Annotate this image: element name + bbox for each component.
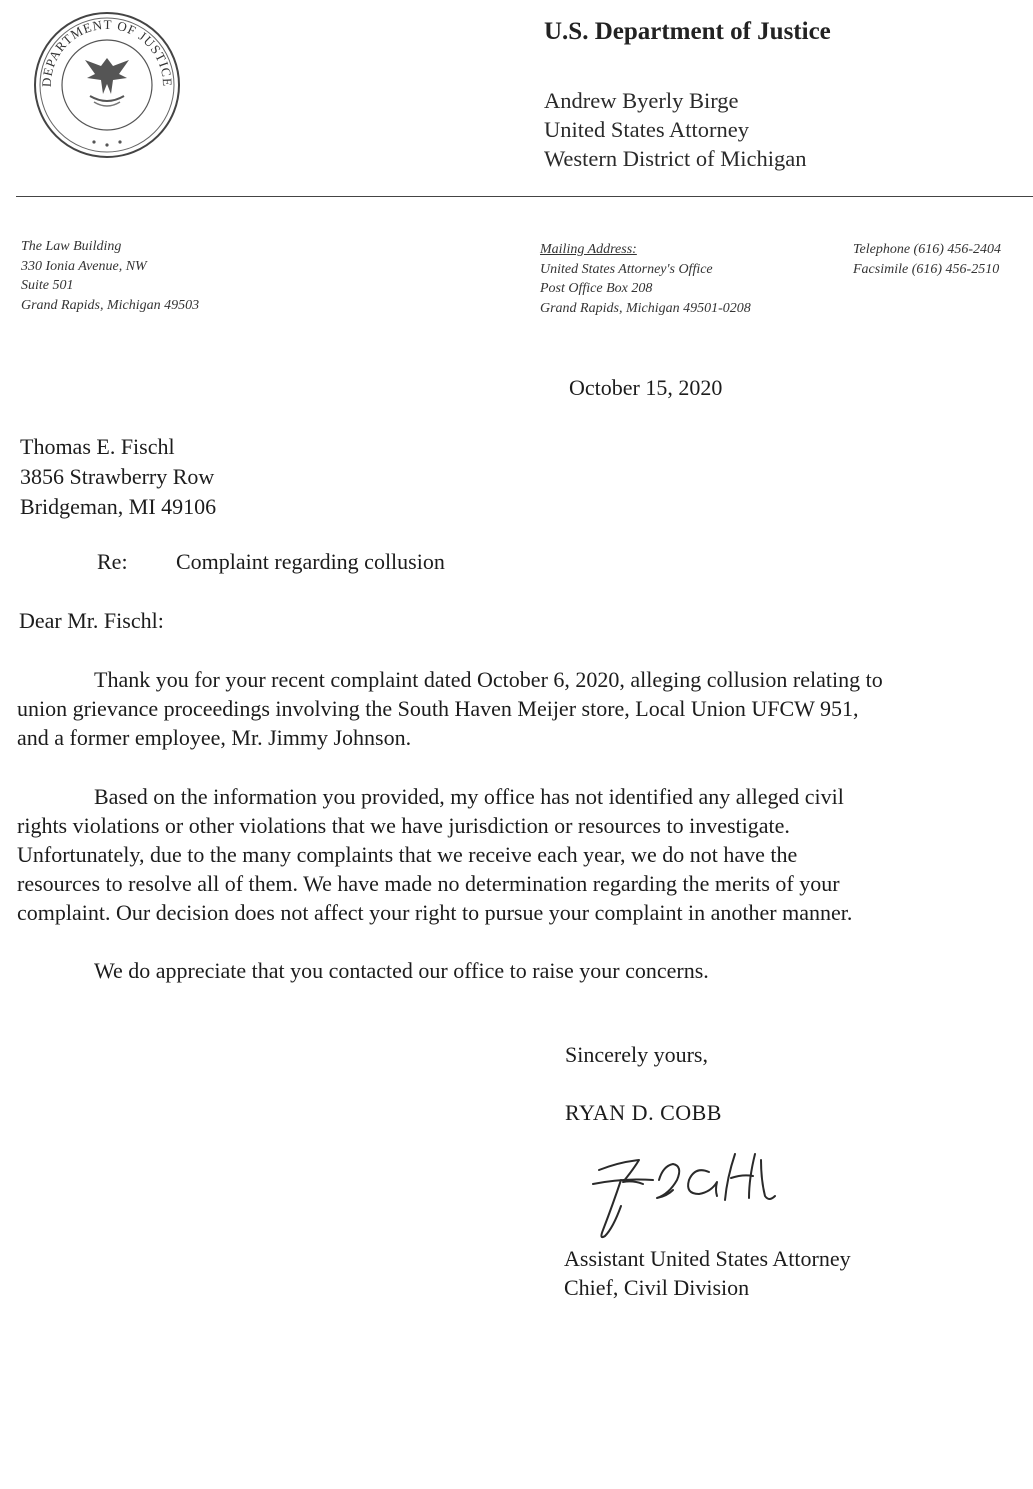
recipient-city: Bridgeman, MI 49106 <box>20 494 217 519</box>
address-line: Suite 501 <box>21 278 74 293</box>
contact-info <box>853 240 1001 279</box>
address-line: Post Office Box 208 <box>540 281 653 296</box>
handwritten-signature-icon <box>585 1140 825 1250</box>
signer-division: Chief, Civil Division <box>564 1275 750 1300</box>
address-line: 330 Ionia Avenue, NW <box>21 258 147 274</box>
subject-text: Complaint regarding collusion <box>176 549 445 574</box>
department-name: U.S. Department of Justice <box>544 18 831 45</box>
attorney-header <box>544 86 807 173</box>
paragraph-line: Unfortunately, due to the many complaints that we receive each year, we do not have the <box>17 842 798 867</box>
address-line: Grand Rapids, Michigan 49503 <box>21 297 200 313</box>
subject-label: Re: <box>97 549 128 574</box>
paragraph-line: Thank you for your recent complaint dated October 6, 2020, alleging collusion relating to <box>94 667 883 692</box>
address-line: The Law Building <box>21 239 122 254</box>
salutation: Dear Mr. Fischl: <box>19 608 164 633</box>
body-paragraph-1 <box>17 665 1029 752</box>
district-name: Western District of Michigan <box>544 146 807 171</box>
signer-name: RYAN D. COBB <box>565 1100 722 1125</box>
paragraph-line: and a former employee, Mr. Jimmy Johnson. <box>17 725 412 750</box>
recipient-street: 3856 Strawberry Row <box>20 464 215 489</box>
attorney-title: United States Attorney <box>544 117 749 142</box>
paragraph-line: Based on the information you provided, my office has not identified any alleged civil <box>94 784 844 809</box>
fax-number: Facsimile (616) 456-2510 <box>853 261 1000 277</box>
mailing-address <box>540 240 751 318</box>
body-paragraph-3 <box>17 956 1029 985</box>
telephone-number: Telephone (616) 456-2404 <box>853 242 1002 257</box>
mailing-address-label: Mailing Address: <box>540 242 637 257</box>
paragraph-line: We do appreciate that you contacted our office to raise your concerns. <box>94 958 709 983</box>
recipient-address <box>20 432 216 522</box>
letter-date: October 15, 2020 <box>569 375 723 400</box>
attorney-name: Andrew Byerly Birge <box>544 88 739 113</box>
paragraph-line: rights violations or other violations that we have jurisdiction or resources to investigate. <box>17 813 790 838</box>
body-paragraph-2 <box>17 782 1029 927</box>
signer-titles <box>564 1244 851 1302</box>
subject-line <box>97 549 445 575</box>
paragraph-line: resources to resolve all of them. We have made no determination regarding the merits of your <box>17 871 840 896</box>
address-line: Grand Rapids, Michigan 49501-0208 <box>540 300 751 316</box>
header-divider <box>16 196 1033 197</box>
doj-seal-icon <box>32 10 182 160</box>
signer-title: Assistant United States Attorney <box>564 1246 851 1271</box>
closing: Sincerely yours, <box>565 1042 708 1067</box>
paragraph-line: complaint. Our decision does not affect your right to pursue your complaint in another manner. <box>17 900 853 925</box>
seal-text: DEPARTMENT OF JUSTICE <box>38 16 176 88</box>
recipient-name: Thomas E. Fischl <box>20 434 175 459</box>
street-address <box>21 237 199 315</box>
paragraph-line: union grievance proceedings involving the South Haven Meijer store, Local Union UFCW 951, <box>17 696 859 721</box>
address-line: United States Attorney's Office <box>540 261 713 277</box>
